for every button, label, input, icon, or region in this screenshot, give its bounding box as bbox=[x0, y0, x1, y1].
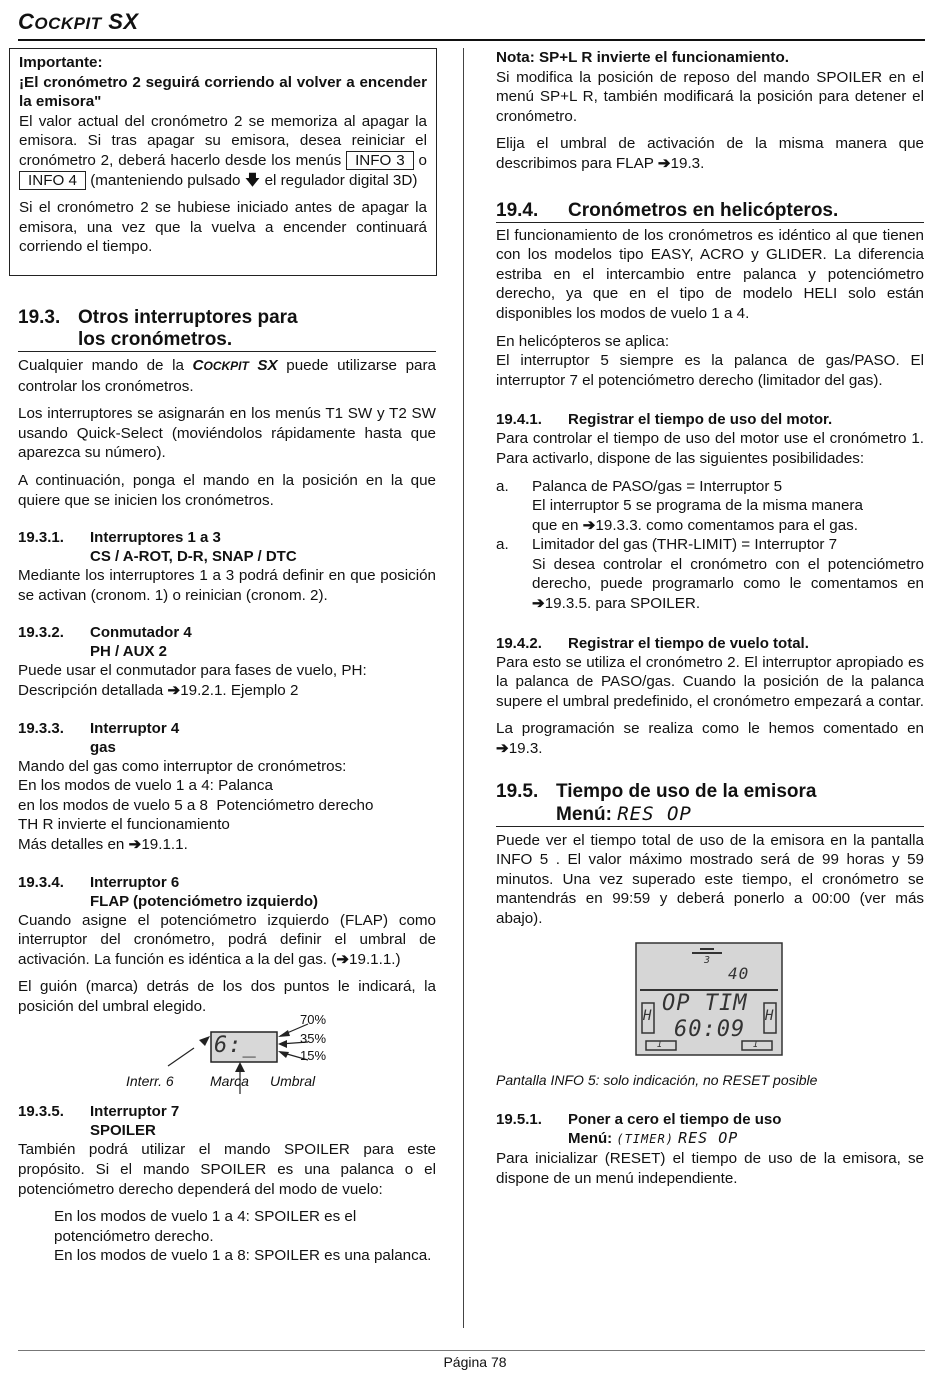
section-19-4-1 bbox=[496, 410, 924, 613]
logo-first: C bbox=[18, 9, 35, 34]
section-title-1: Otros interruptores para bbox=[78, 307, 298, 328]
sub-title-2: gas bbox=[90, 738, 116, 756]
box-p1b: (manteniendo pulsado bbox=[90, 171, 241, 189]
pct-15: 15% bbox=[300, 1048, 327, 1064]
sub-title: Poner a cero el tiempo de uso bbox=[568, 1111, 782, 1129]
lcd-display: 6:_ bbox=[214, 1033, 257, 1059]
sub-title-1: Interruptor 4 bbox=[90, 719, 180, 737]
box-title: Importante: bbox=[19, 54, 103, 71]
section-number: 19.5. bbox=[496, 780, 539, 802]
pct-35: 35% bbox=[300, 1031, 327, 1047]
column-divider bbox=[463, 48, 464, 1328]
a1-d2b: 19.3.3. como comentamos para el gas. bbox=[595, 516, 858, 534]
section-19-4-2 bbox=[496, 634, 924, 759]
s1942-p1: Para esto se utiliza el cronómetro 2. El interruptor apropiado es la palanca de PASO/gas. Cuando la posición de la palanca supere el umbral predefinido, el cronómetro empezará a contar. bbox=[496, 653, 925, 710]
box-p1c: el regulador digital 3D) bbox=[264, 171, 418, 189]
a1-d2a: que en bbox=[532, 516, 579, 534]
sub-title-1: Interruptor 7 bbox=[90, 1103, 180, 1121]
s1941-p: Para controlar el tiempo de uso del motor use el cronómetro 1. Para activarlo, dispone de las siguientes posibilidades: bbox=[496, 430, 924, 467]
caption-interr: Interr. 6 bbox=[126, 1073, 174, 1090]
sub-title-2: PH / AUX 2 bbox=[90, 643, 167, 661]
sub-number: 19.4.1. bbox=[496, 411, 542, 429]
screen-line-2: 60:09 bbox=[674, 1016, 746, 1042]
sub-number: 19.3.2. bbox=[18, 624, 64, 642]
a1-title: Palanca de PASO/gas = Interruptor 5 bbox=[532, 477, 783, 495]
list-label: a. bbox=[496, 477, 509, 495]
s1942-p2 bbox=[496, 719, 924, 758]
s1933-l5b: 19.1.1. bbox=[141, 835, 188, 853]
sub-title-2: SPOILER bbox=[90, 1122, 156, 1140]
s193-p3: A continuación, ponga el mando en la posición en la que quiere que se inicien los cronómetros. bbox=[18, 471, 436, 509]
s193-p1b: puede utilizarse para controlar los cronómetros. bbox=[18, 357, 436, 395]
section-19-3-1 bbox=[18, 528, 436, 605]
down-arrow-icon: 🡇 bbox=[244, 171, 261, 189]
screen-side-right: H bbox=[765, 1007, 775, 1024]
arrow-right-icon: ➔ bbox=[582, 516, 596, 534]
section-19-3-2 bbox=[18, 623, 436, 700]
note-p2 bbox=[496, 134, 924, 173]
s1935-item-1: En los modos de vuelo 1 a 4: SPOILER es el potenciómetro derecho. bbox=[54, 1208, 357, 1245]
caption-b: solo indicación, no RESET posible bbox=[603, 1071, 818, 1088]
sub-number: 19.5.1. bbox=[496, 1111, 542, 1129]
section-19-3-heading bbox=[18, 307, 436, 352]
sub-number: 19.3.5. bbox=[18, 1103, 64, 1121]
section-number: 19.4. bbox=[496, 199, 539, 221]
note-p2a: Elija el umbral de activación de la misma manera que describimos para FLAP bbox=[496, 135, 924, 172]
s193-p1a: Cualquier mando de la bbox=[18, 357, 184, 374]
a1-desc-2 bbox=[532, 516, 863, 536]
sub-title-1: Conmutador 4 bbox=[90, 624, 192, 642]
section-number: 19.3. bbox=[18, 307, 61, 328]
note-p2b: 19.3. bbox=[670, 154, 705, 172]
caption-marca: Marca bbox=[210, 1073, 249, 1090]
s1932-l2b: 19.2.1. Ejemplo 2 bbox=[180, 681, 299, 699]
sub-title-1: Interruptor 6 bbox=[90, 873, 180, 891]
caption-a: Pantalla INFO 5: bbox=[496, 1071, 600, 1088]
arrow-right-icon: ➔ bbox=[128, 835, 142, 853]
info5-screen-figure bbox=[496, 941, 924, 1069]
arrow-right-icon: ➔ bbox=[532, 595, 545, 613]
threshold-figure bbox=[18, 1012, 436, 1102]
brand-small: OCKPIT bbox=[203, 359, 249, 373]
s194-p2 bbox=[496, 332, 924, 391]
box-subtitle: ¡El cronómetro 2 seguirá corriendo al volver a encender la emisora" bbox=[19, 73, 427, 111]
screen-side-left: H bbox=[643, 1007, 653, 1024]
s1932-l1: Puede usar el conmutador para fases de vuelo, PH: bbox=[18, 662, 367, 680]
s193-p1 bbox=[18, 356, 436, 396]
section-19-3-5 bbox=[18, 1102, 436, 1266]
pct-70: 70% bbox=[300, 1012, 327, 1028]
brand-logo bbox=[18, 9, 139, 34]
footer-divider bbox=[18, 1350, 925, 1351]
s1934-p1-text: Cuando asigne el potenciómetro izquierdo (FLAP) como interruptor del cronómetro, podrá definir el umbral de activación. La función es idéntica a la del gas. bbox=[18, 911, 436, 968]
sub-title-2: FLAP (potenciómetro izquierdo) bbox=[90, 892, 319, 910]
arrow-right-icon: ➔ bbox=[336, 950, 350, 968]
menu-label: Menú: bbox=[556, 803, 612, 825]
s1933-l2: En los modos de vuelo 1 a 4: Palanca bbox=[18, 777, 273, 795]
s1942-p2a: La programación se realiza como le hemos comentado en bbox=[496, 720, 924, 738]
s1933-l4: TH R invierte el funcionamiento bbox=[18, 816, 230, 834]
brand-rest: SX bbox=[248, 357, 278, 374]
section-title-1: Tiempo de uso de la emisora bbox=[556, 780, 817, 802]
sub-number: 19.3.1. bbox=[18, 529, 64, 547]
important-box bbox=[9, 48, 437, 276]
section-title: Cronómetros en helicópteros. bbox=[568, 199, 839, 221]
list-label: a. bbox=[496, 536, 509, 554]
section-19-3-4 bbox=[18, 873, 436, 1017]
s1935-item-2: En los modos de vuelo 1 a 8: SPOILER es una palanca. bbox=[54, 1247, 432, 1265]
info3-key: INFO 3 bbox=[346, 151, 414, 170]
arrow-right-icon: ➔ bbox=[167, 681, 181, 699]
menu-code: RES OP bbox=[617, 802, 692, 825]
sub-title-2: CS / A-ROT, D-R, SNAP / DTC bbox=[90, 548, 297, 566]
s194-p2a: En helicópteros se aplica: bbox=[496, 332, 670, 350]
screen-bottom-right: I bbox=[753, 1039, 760, 1050]
s1932-l2a: Descripción detallada bbox=[18, 681, 164, 699]
s1933-l3: en los modos de vuelo 5 a 8 Potenciómetro derecho bbox=[18, 796, 374, 814]
brand-first: C bbox=[192, 357, 204, 374]
arrow-right-icon: ➔ bbox=[657, 154, 671, 172]
list-item-a2 bbox=[496, 535, 924, 613]
sub-number: 19.3.3. bbox=[18, 719, 64, 737]
left-column bbox=[18, 307, 436, 1266]
s1934-p1 bbox=[18, 911, 436, 970]
s1935-p: También podrá utilizar el mando SPOILER para este propósito. Si el mando SPOILER es una palanca o el potenciómetro derecho dependerá del modo de vuelo: bbox=[18, 1141, 436, 1198]
s195-p: Puede ver el tiempo total de uso de la emisora en la pantalla INFO 5 . El valor máximo mostrado será de 99 horas y 59 minutos. Una vez superado este tiempo, el cronómetro se mantendrás en 99:59 y deberá ponerlo a 00:00 (ver más abajo). bbox=[496, 831, 924, 927]
note-p1: Si modifica la posición de reposo del mando SPOILER en el menú SP+L R, también modificará la posición para detener el cronómetro. bbox=[496, 68, 924, 125]
info4-key: INFO 4 bbox=[19, 171, 86, 190]
a2-desc-1: Si desea controlar el cronómetro con el potenciómetro derecho, puede programarlo como le comentamos en bbox=[532, 555, 924, 593]
sub-title: Registrar el tiempo de vuelo total. bbox=[568, 634, 809, 652]
s194-p1: El funcionamiento de los cronómetros es idéntico al que tienen con los modelos tipo EASY, ACRO y GLIDER. La diferencia estriba en el intercambio entre palanca y potenciómetro derecho, ya que en el tipo de modelo HELI solo están disponibles los modos de vuelo 1 a 4. bbox=[496, 226, 924, 322]
section-19-5-heading bbox=[496, 781, 924, 827]
a1-desc-1: El interruptor 5 se programa de la misma manera bbox=[532, 497, 863, 515]
sub-title-1: Interruptores 1 a 3 bbox=[90, 529, 221, 547]
right-column bbox=[496, 48, 924, 1188]
note-title: Nota: SP+L R invierte el funcionamiento. bbox=[496, 49, 789, 66]
s194-p2b: El interruptor 5 siempre es la palanca de gas/PASO. El interruptor 7 el potenciómetro derecho (limitador del gas). bbox=[496, 352, 924, 389]
sub-number: 19.3.4. bbox=[18, 873, 64, 891]
s1934-p2: El guión (marca) detrás de los dos puntos le indicará, la posición del umbral elegido. bbox=[18, 978, 436, 1015]
screen-bottom-left: I bbox=[657, 1039, 664, 1050]
s1934-p1b: 19.1.1.) bbox=[349, 950, 401, 968]
paren-open: ( bbox=[331, 950, 337, 968]
box-paragraph-1 bbox=[19, 112, 427, 190]
list-item-a1 bbox=[496, 477, 924, 536]
menu-code: RES OP bbox=[678, 1129, 739, 1148]
sub-title: Registrar el tiempo de uso del motor. bbox=[568, 411, 833, 429]
screen-small-digit: 3 bbox=[704, 954, 712, 966]
sub-number: 19.4.2. bbox=[496, 634, 542, 652]
caption-umbral: Umbral bbox=[270, 1073, 316, 1090]
s1933-l5 bbox=[18, 835, 436, 855]
arrow-right-icon: ➔ bbox=[496, 740, 509, 758]
section-19-4-heading bbox=[496, 200, 924, 223]
box-p1a: El valor actual del cronómetro 2 se memoriza al apagar la emisora. Si tras apagar su emisora, desea reiniciar el cronómetro 2, deberá hacerlo desde los menús bbox=[19, 112, 427, 169]
s193-p2: Los interruptores se asignarán en los menús T1 SW y T2 SW usando Quick-Select (moviéndolos rápidamente hasta que aparezca su número). bbox=[18, 405, 436, 462]
section-19-5-1 bbox=[496, 1110, 924, 1188]
screen-caption bbox=[496, 1071, 924, 1091]
screen-mode: 40 bbox=[728, 963, 750, 983]
box-paragraph-2: Si el cronómetro 2 se hubiese iniciado antes de apagar la emisora, una vez que la vuelva a encender continuará corriendo el tiempo. bbox=[19, 199, 427, 256]
section-19-3-3 bbox=[18, 719, 436, 855]
box-or: o bbox=[418, 151, 427, 169]
menu-parent: (TIMER) bbox=[616, 1132, 674, 1147]
menu-label: Menú: bbox=[568, 1130, 613, 1148]
screen-line-1: OP TIM bbox=[662, 990, 748, 1016]
a2-title: Limitador del gas (THR-LIMIT) = Interruptor 7 bbox=[532, 536, 838, 554]
s1951-p: Para inicializar (RESET) el tiempo de uso de la emisora, se dispone de un menú independiente. bbox=[496, 1150, 924, 1187]
a2-desc-2: 19.3.5. para SPOILER. bbox=[544, 595, 701, 613]
logo-small: OCKPIT bbox=[34, 14, 102, 33]
s1933-l1: Mando del gas como interruptor de cronómetros: bbox=[18, 757, 347, 775]
logo-rest: SX bbox=[101, 9, 139, 34]
section-title-2: los cronómetros. bbox=[78, 329, 233, 350]
page-header bbox=[18, 6, 925, 41]
s1932-l2 bbox=[18, 681, 436, 701]
s1933-l5a: Más detalles en bbox=[18, 835, 125, 853]
s1931-p: Mediante los interruptores 1 a 3 podrá definir en que posición se activan (cronom. 1) o reinician (cronom. 2). bbox=[18, 567, 436, 604]
page-number: Página 78 bbox=[443, 1354, 507, 1370]
s1942-p2b: 19.3. bbox=[508, 740, 543, 758]
